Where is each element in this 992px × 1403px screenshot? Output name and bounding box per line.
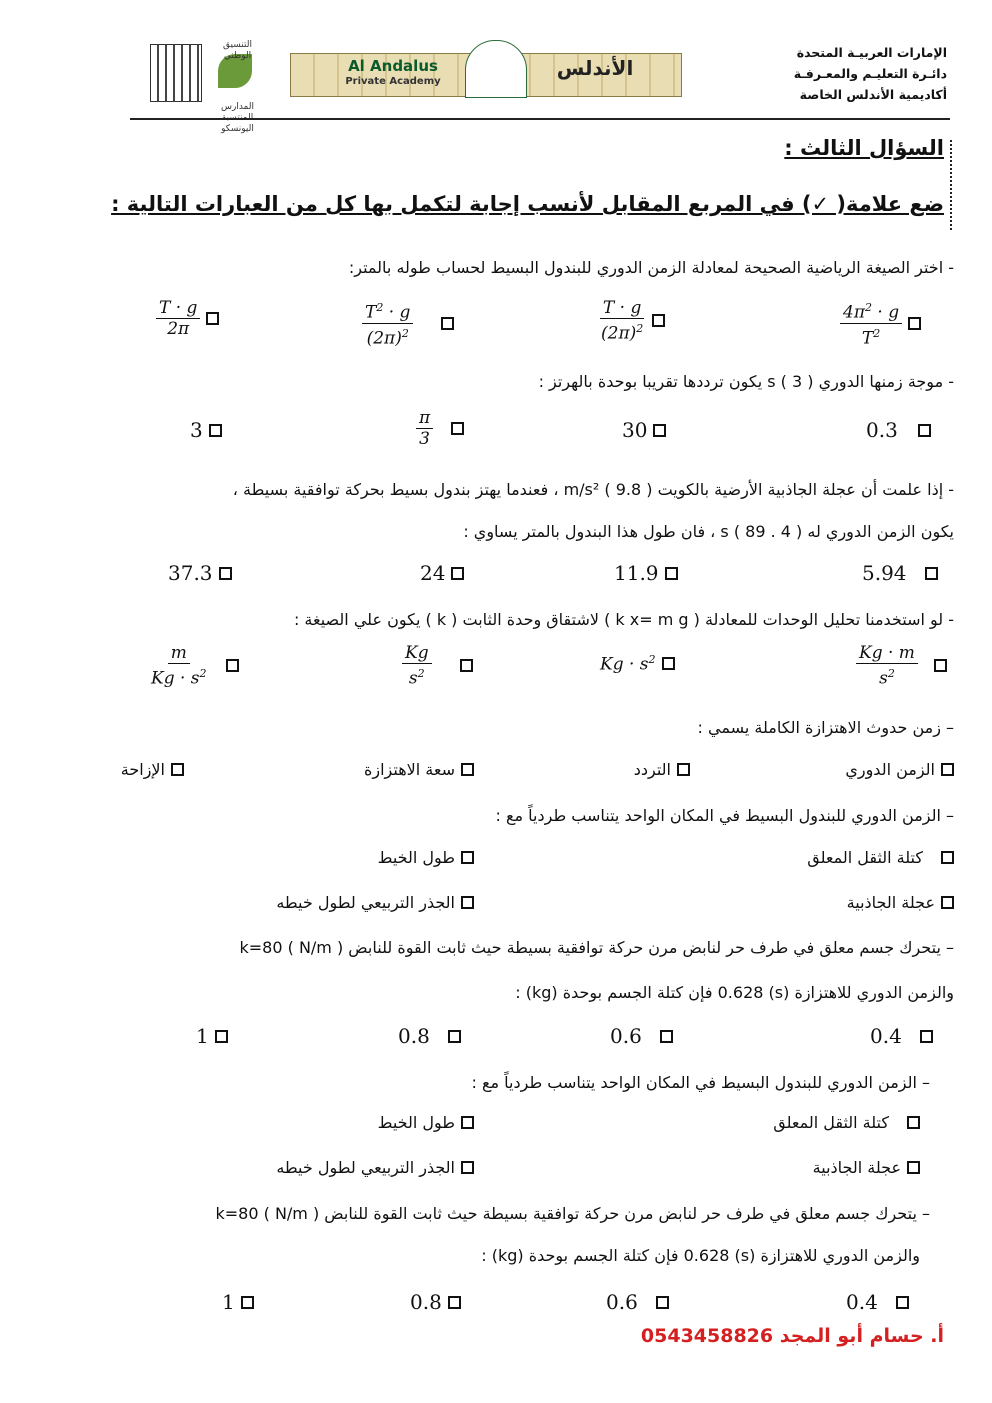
academy-logo [290, 40, 680, 108]
q6-option-4[interactable]: الجذر التربيعي لطول خيطه [276, 893, 474, 912]
logo-caption-2: المدارس المنتسبة [220, 102, 254, 123]
header-line-3: أكاديمية الأندلس الخاصة [799, 87, 947, 102]
q8-option-2[interactable]: طول الخيط [378, 1113, 474, 1132]
checkbox-icon[interactable] [226, 659, 239, 672]
question-1: - اختر الصيغة الرياضية الصحيحة لمعادلة الزمن الدوري للبندول البسيط لحساب طوله بالمتر: [348, 258, 954, 277]
question-title: السؤال الثالث : [784, 136, 944, 160]
checkbox-icon[interactable] [925, 567, 938, 580]
question-8: – الزمن الدوري للبندول البسيط في المكان الواحد يتناسب طردياً مع : [471, 1073, 930, 1092]
checkbox-icon[interactable] [907, 1116, 920, 1129]
brand-name-en: Al Andalus [348, 57, 438, 75]
checkbox-icon[interactable] [662, 657, 675, 670]
checkbox-icon[interactable] [451, 422, 464, 435]
checkbox-icon[interactable] [461, 1161, 474, 1174]
header-line-1: الإمارات العربيـة المتحدة [796, 45, 947, 60]
checkbox-icon[interactable] [448, 1030, 461, 1043]
q6-option-3[interactable]: عجلة الجاذبية [847, 893, 954, 912]
question-2: - موجة زمنها الدوري s ( 3 ) يكون ترددها تقريبا بوحدة بالهرتز : [538, 372, 954, 391]
header-divider [130, 118, 950, 120]
checkbox-icon[interactable] [907, 1161, 920, 1174]
ministry-header [687, 42, 947, 105]
question-7-cont: والزمن الدوري للاهتزازة (s) 0.628 فإن كتلة الجسم بوحدة (kg) : [515, 983, 954, 1002]
checkbox-icon[interactable] [941, 896, 954, 909]
temple-icon [150, 44, 202, 102]
checkbox-icon[interactable] [918, 424, 931, 437]
checkbox-icon[interactable] [461, 1116, 474, 1129]
q7-option-1[interactable]: 0.4 [870, 1024, 933, 1048]
question-4: - لو استخدمنا تحليل الوحدات للمعادلة ( k x= m g ) لاشتقاق وحدة الثابت ( k ) يكون علي الصيغة : [293, 610, 954, 629]
question-9-cont: والزمن الدوري للاهتزازة (s) 0.628 فإن كتلة الجسم بوحدة (kg) : [481, 1246, 920, 1265]
question-3-cont: يكون الزمن الدوري له s ( 89 . 4 ) ، فان طول هذا البندول بالمتر يساوي : [463, 522, 954, 541]
q1-option-4[interactable]: $\frac{T \cdot g}{2\pi}$ [156, 298, 219, 339]
q4-option-1[interactable]: $\frac{Kg \cdot m}{s^2}$ [856, 643, 947, 689]
checkbox-icon[interactable] [215, 1030, 228, 1043]
q9-option-3[interactable]: 0.8 [410, 1290, 461, 1314]
checkbox-icon[interactable] [896, 1296, 909, 1309]
q2-option-1[interactable]: 0.3 [866, 418, 931, 442]
checkbox-icon[interactable] [461, 851, 474, 864]
q3-option-1[interactable]: 5.94 [862, 561, 938, 585]
brand-name-ar: الأندلس [556, 56, 634, 80]
q6-option-2[interactable]: طول الخيط [378, 848, 474, 867]
q7-option-3[interactable]: 0.8 [398, 1024, 461, 1048]
checkbox-icon[interactable] [441, 317, 454, 330]
checkbox-icon[interactable] [653, 424, 666, 437]
q5-option-4[interactable]: الإزاحة [121, 760, 184, 779]
checkbox-icon[interactable] [206, 312, 219, 325]
q9-option-1[interactable]: 0.4 [846, 1290, 909, 1314]
checkbox-icon[interactable] [677, 763, 690, 776]
checkbox-icon[interactable] [941, 851, 954, 864]
checkbox-icon[interactable] [920, 1030, 933, 1043]
q8-option-4[interactable]: الجذر التربيعي لطول خيطه [276, 1158, 474, 1177]
checkbox-icon[interactable] [219, 567, 232, 580]
q9-option-4[interactable]: 1 [222, 1290, 254, 1314]
q2-option-2[interactable]: 30 [622, 418, 666, 442]
q4-option-2[interactable]: $Kg \cdot s^2$ [600, 653, 675, 675]
q8-option-3[interactable]: عجلة الجاذبية [813, 1158, 920, 1177]
checkbox-icon[interactable] [941, 763, 954, 776]
checkbox-icon[interactable] [665, 567, 678, 580]
q5-option-3[interactable]: سعة الاهتزازة [364, 760, 474, 779]
q7-option-2[interactable]: 0.6 [610, 1024, 673, 1048]
brand-sub-en: Private Academy [345, 76, 441, 87]
checkbox-icon[interactable] [461, 896, 474, 909]
q5-option-2[interactable]: التردد [634, 760, 690, 779]
q8-option-1[interactable]: كتلة الثقل المعلق [773, 1113, 920, 1132]
checkbox-icon[interactable] [652, 314, 665, 327]
q7-option-4[interactable]: 1 [196, 1024, 228, 1048]
checkbox-icon[interactable] [460, 659, 473, 672]
checkbox-icon[interactable] [660, 1030, 673, 1043]
unesco-logo [150, 40, 270, 134]
checkbox-icon[interactable] [448, 1296, 461, 1309]
question-6: – الزمن الدوري للبندول البسيط في المكان الواحد يتناسب طردياً مع : [495, 806, 954, 825]
checkbox-icon[interactable] [171, 763, 184, 776]
q1-option-3[interactable]: $\frac{T^2 \cdot g}{(2\pi)^2}$ [362, 298, 454, 348]
q6-option-1[interactable]: كتلة الثقل المعلق [807, 848, 954, 867]
q9-option-2[interactable]: 0.6 [606, 1290, 669, 1314]
teacher-credit: أ. حسام أبو المجد 0543458826 [640, 1325, 944, 1347]
q1-option-1[interactable]: $\frac{4\pi^2 \cdot g}{T^2}$ [840, 298, 921, 348]
q2-option-3[interactable]: $\frac{\pi}{3}$ [416, 408, 464, 449]
q4-option-4[interactable]: $\frac{m}{Kg \cdot s^2}$ [148, 643, 239, 689]
header-line-2: دائـرة التعليـم والمعـرفـة [793, 66, 947, 81]
q2-option-4[interactable]: 3 [190, 418, 222, 442]
question-9: – يتحرك جسم معلق في طرف حر لنابض مرن حركة توافقية بسيطة حيث ثابت القوة للنابض ( N/m ) k=80 [215, 1204, 930, 1223]
checkbox-icon[interactable] [209, 424, 222, 437]
question-7: – يتحرك جسم معلق في طرف حر لنابض مرن حركة توافقية بسيطة حيث ثابت القوة للنابض ( N/m ) k=80 [239, 938, 954, 957]
logo-caption-3: اليونسكو [221, 124, 254, 134]
checkbox-icon[interactable] [241, 1296, 254, 1309]
q1-option-2[interactable]: $\frac{T \cdot g}{(2\pi)^2}$ [598, 298, 665, 344]
logo-caption-1: التنسيق الوطني [223, 40, 252, 61]
question-5: – زمن حدوث الاهتزازة الكاملة يسمي : [697, 718, 954, 737]
q3-option-4[interactable]: 37.3 [168, 561, 232, 585]
q3-option-2[interactable]: 11.9 [614, 561, 678, 585]
q3-option-3[interactable]: 24 [420, 561, 464, 585]
q5-option-1[interactable]: الزمن الدوري [845, 760, 954, 779]
q4-option-3[interactable]: $\frac{Kg}{s^2}$ [402, 643, 473, 689]
checkbox-icon[interactable] [656, 1296, 669, 1309]
question-3: - إذا علمت أن عجلة الجاذبية الأرضية بالكويت m/s² ( 9.8 ) ، فعندما يهتز بندول بسيط بحركة توافقية بسيطة ، [232, 480, 954, 499]
checkbox-icon[interactable] [934, 659, 947, 672]
margin-bar [947, 140, 952, 230]
checkbox-icon[interactable] [461, 763, 474, 776]
dome-icon [465, 40, 527, 98]
checkbox-icon[interactable] [908, 317, 921, 330]
checkbox-icon[interactable] [451, 567, 464, 580]
instruction-text: ضع علامة( ✓) في المربع المقابل لأنسب إجابة لتكمل بها كل من العبارات التالية : [111, 192, 944, 216]
